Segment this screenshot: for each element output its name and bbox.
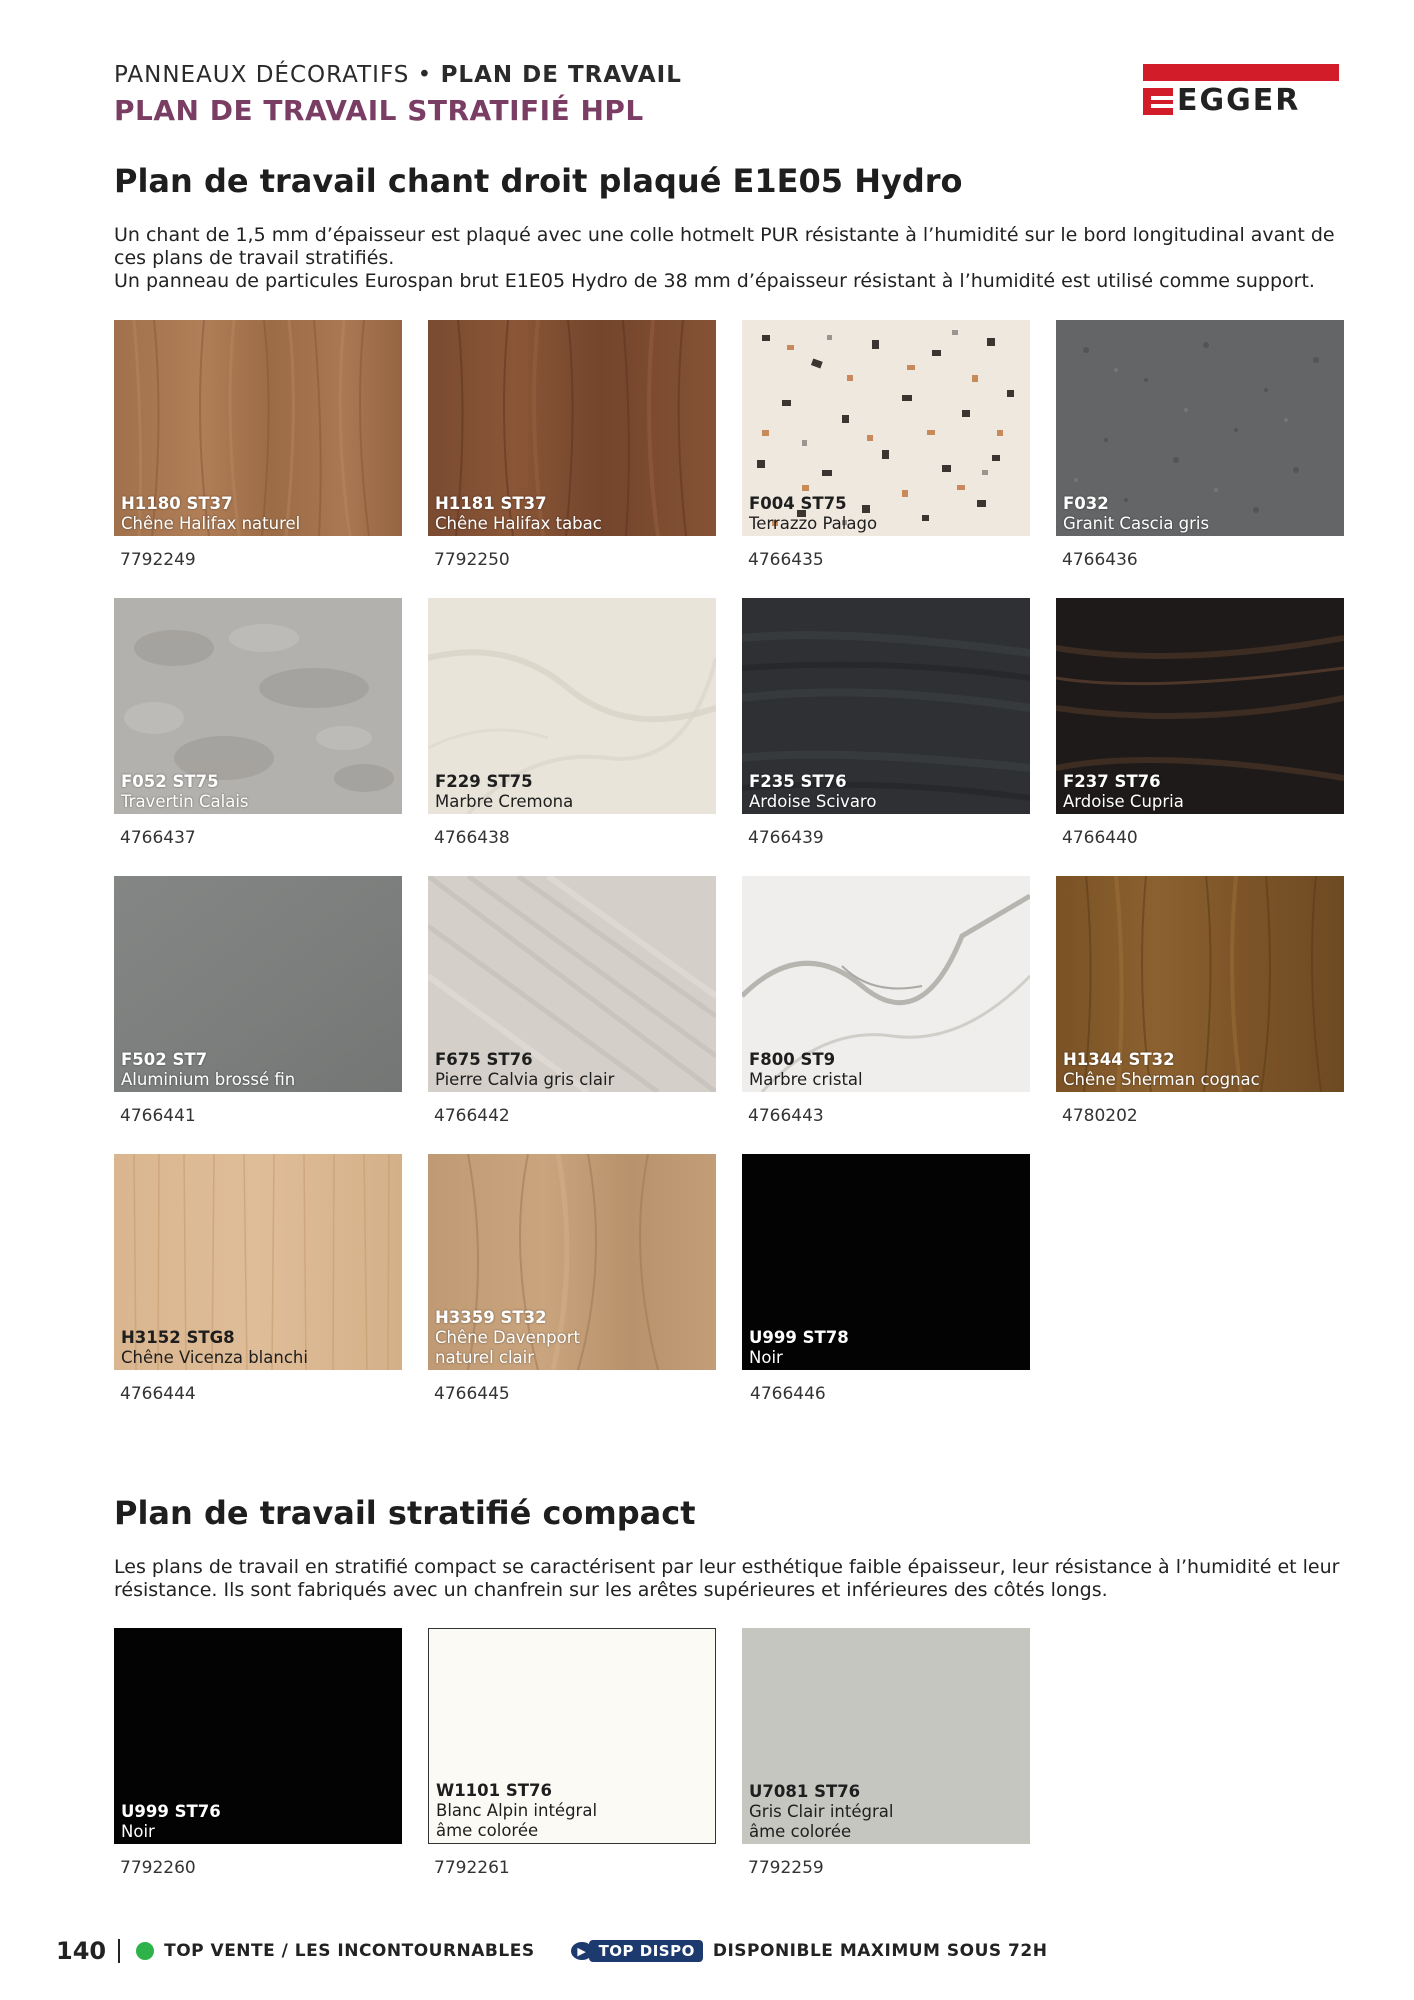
tile-label <box>121 494 300 534</box>
section1-desc-line1: Un chant de 1,5 mm d’épaisseur est plaqué avec une colle hotmelt PUR résistante à l’humidité sur le bord longitudinal avant de ces plans de travail stratifiés. <box>114 224 1335 269</box>
tile-label <box>121 772 249 812</box>
decor-ref: 7792259 <box>748 1858 824 1878</box>
decor-name: Ardoise Cupria <box>1063 792 1184 811</box>
decor-name: Chêne Halifax naturel <box>121 514 301 533</box>
decor-name-line2: âme colorée <box>749 1822 852 1841</box>
decor-tile[interactable] <box>742 876 1030 1092</box>
decor-ref: 4766440 <box>1062 828 1138 848</box>
tile-label <box>749 494 877 534</box>
section2-description <box>114 1556 1344 1602</box>
decor-ref: 4766438 <box>434 828 510 848</box>
compact-tile[interactable] <box>742 1628 1030 1844</box>
decor-name-line2: naturel clair <box>435 1348 535 1367</box>
tile-label <box>1063 1050 1260 1090</box>
tile-label <box>435 772 573 812</box>
decor-code: H1181 ST37 <box>435 494 547 513</box>
top-dispo-pill: TOP DISPO <box>589 1940 703 1962</box>
tile-label <box>1063 772 1184 812</box>
decor-tile[interactable] <box>428 876 716 1092</box>
tile-label <box>749 1782 893 1842</box>
decor-code: F229 ST75 <box>435 772 533 791</box>
tile-label <box>436 1781 597 1841</box>
decor-code: F675 ST76 <box>435 1050 533 1069</box>
tile-label <box>121 1802 221 1842</box>
decor-tile[interactable] <box>742 598 1030 814</box>
decor-ref: 4766437 <box>120 828 196 848</box>
decor-name: Chêne Vicenza blanchi <box>121 1348 308 1367</box>
decor-ref: 4766439 <box>748 828 824 848</box>
decor-ref: 7792250 <box>434 550 510 570</box>
logo-wordmark: EGGER <box>1177 83 1301 118</box>
decor-code: H1180 ST37 <box>121 494 233 513</box>
decor-ref: 4780202 <box>1062 1106 1138 1126</box>
decor-name: Blanc Alpin intégral <box>436 1801 598 1820</box>
section2-desc-line1: Les plans de travail en stratifié compact se caractérisent par leur esthétique faible épaisseur, leur résistance à l’humidité et leur résistance. Ils sont fabriqués avec un chanfrein sur les arêtes supérieures et inférieures des côtés longs. <box>114 1556 1340 1601</box>
tile-label <box>121 1050 295 1090</box>
decor-tile[interactable] <box>114 320 402 536</box>
decor-code: F032 <box>1063 494 1109 513</box>
top-dispo-badge <box>571 1940 703 1962</box>
top-vente-label: TOP VENTE / LES INCONTOURNABLES <box>164 1941 535 1961</box>
decor-code: F800 ST9 <box>749 1050 836 1069</box>
decor-name: Chêne Halifax tabac <box>435 514 602 533</box>
decor-code: H3359 ST32 <box>435 1308 547 1327</box>
decor-ref: 4766446 <box>750 1384 826 1404</box>
top-vente-dot-icon <box>136 1942 154 1960</box>
decor-ref: 4766445 <box>434 1384 510 1404</box>
page-number: 140 <box>56 1937 107 1965</box>
logo-e-mark-icon <box>1143 88 1173 115</box>
decor-ref: 7792261 <box>434 1858 510 1878</box>
tile-label <box>749 1050 863 1090</box>
section1-desc-line2: Un panneau de particules Eurospan brut E1E05 Hydro de 38 mm d’épaisseur résistant à l’humidité est utilisé comme support. <box>114 270 1315 292</box>
category-sub: PLAN DE TRAVAIL <box>440 62 682 88</box>
category-main: PANNEAUX DÉCORATIFS <box>114 62 410 88</box>
tile-label <box>1063 494 1209 534</box>
decor-tile[interactable] <box>1056 598 1344 814</box>
compact-tile[interactable] <box>114 1628 402 1844</box>
decor-tile[interactable] <box>114 1154 402 1370</box>
tile-label <box>121 1328 308 1368</box>
decor-name: Marbre cristal <box>749 1070 863 1089</box>
decor-ref: 4766444 <box>120 1384 196 1404</box>
section2-title: Plan de travail stratifié compact <box>114 1494 696 1532</box>
decor-code: H1344 ST32 <box>1063 1050 1175 1069</box>
compact-tile[interactable] <box>428 1628 716 1844</box>
decor-ref: 4766441 <box>120 1106 196 1126</box>
decor-name: Travertin Calais <box>121 792 249 811</box>
tile-label <box>435 1050 614 1090</box>
category-breadcrumb <box>114 62 682 88</box>
delivery-truck-icon: ▶ <box>571 1942 593 1960</box>
page-subtitle: PLAN DE TRAVAIL STRATIFIÉ HPL <box>114 94 644 127</box>
decor-tile[interactable] <box>114 598 402 814</box>
decor-tile[interactable] <box>114 876 402 1092</box>
top-dispo-label: DISPONIBLE MAXIMUM SOUS 72H <box>712 1941 1048 1961</box>
decor-tile[interactable] <box>428 1154 716 1370</box>
decor-name: Chêne Sherman cognac <box>1063 1070 1260 1089</box>
decor-code: F502 ST7 <box>121 1050 208 1069</box>
decor-tile[interactable] <box>742 320 1030 536</box>
decor-name: Marbre Cremona <box>435 792 574 811</box>
decor-tile[interactable] <box>742 1154 1030 1370</box>
decor-name: Ardoise Scivaro <box>749 792 877 811</box>
tile-label <box>749 1328 849 1368</box>
decor-code: U999 ST76 <box>121 1802 221 1821</box>
decor-name: Noir <box>121 1822 155 1841</box>
decor-code: F004 ST75 <box>749 494 847 513</box>
decor-ref: 4766442 <box>434 1106 510 1126</box>
decor-name-line2: âme colorée <box>436 1821 539 1840</box>
decor-ref: 4766443 <box>748 1106 824 1126</box>
tile-label <box>749 772 876 812</box>
decor-code: F052 ST75 <box>121 772 219 791</box>
tile-label <box>435 1308 580 1368</box>
decor-ref: 4766436 <box>1062 550 1138 570</box>
decor-name: Gris Clair intégral <box>749 1802 894 1821</box>
decor-name: Terrazzo Palago <box>749 514 878 533</box>
decor-ref: 7792249 <box>120 550 196 570</box>
decor-tile[interactable] <box>428 598 716 814</box>
decor-code: F235 ST76 <box>749 772 847 791</box>
decor-tile[interactable] <box>1056 876 1344 1092</box>
decor-code: U999 ST78 <box>749 1328 849 1347</box>
egger-logo <box>1143 64 1339 120</box>
logo-red-bar <box>1143 64 1339 81</box>
decor-name: Chêne Davenport <box>435 1328 580 1347</box>
tile-label <box>435 494 602 534</box>
decor-code: U7081 ST76 <box>749 1782 861 1801</box>
footer-divider <box>118 1939 120 1963</box>
decor-code: F237 ST76 <box>1063 772 1161 791</box>
decor-tile[interactable] <box>428 320 716 536</box>
category-separator: • <box>409 62 441 88</box>
decor-tile[interactable] <box>1056 320 1344 536</box>
decor-code: W1101 ST76 <box>436 1781 552 1800</box>
decor-name: Granit Cascia gris <box>1063 514 1210 533</box>
decor-code: H3152 STG8 <box>121 1328 235 1347</box>
section1-title: Plan de travail chant droit plaqué E1E05 Hydro <box>114 162 963 200</box>
decor-name: Aluminium brossé fin <box>121 1070 296 1089</box>
decor-ref: 4766435 <box>748 550 824 570</box>
decor-name: Pierre Calvia gris clair <box>435 1070 615 1089</box>
section1-description <box>114 224 1344 293</box>
page-footer <box>56 1936 1047 1966</box>
decor-name: Noir <box>749 1348 783 1367</box>
decor-ref: 7792260 <box>120 1858 196 1878</box>
